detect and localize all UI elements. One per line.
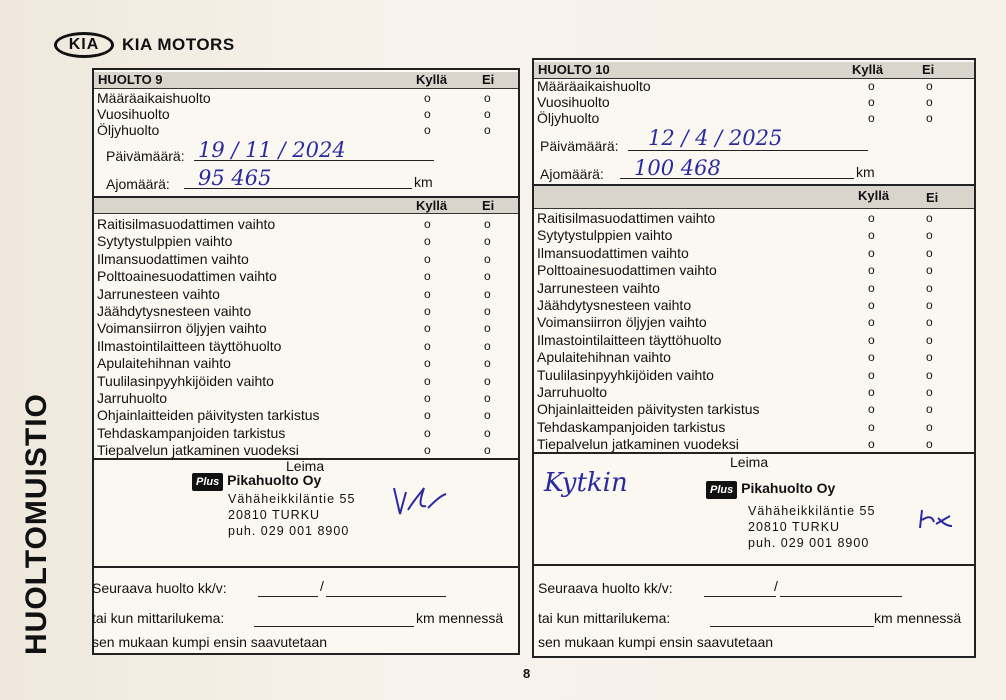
yes-circle[interactable]: o xyxy=(868,263,875,278)
yes-circle[interactable]: o xyxy=(424,321,431,336)
service-item-label: Jarrunesteen vaihto xyxy=(97,285,220,302)
no-circle[interactable]: o xyxy=(926,111,933,125)
yes-circle[interactable]: o xyxy=(868,332,875,347)
mileage-suffix: km mennessä xyxy=(874,610,962,626)
service-item-label: Tehdaskampanjoiden tarkistus xyxy=(537,418,726,435)
service-item-label: Polttoainesuodattimen vaihto xyxy=(97,268,277,285)
yes-circle[interactable]: o xyxy=(868,95,875,109)
yes-circle[interactable]: o xyxy=(868,79,875,93)
service-item-label: Ilmastointilaitteen täyttöhuolto xyxy=(537,331,722,348)
service-item-label: Apulaitehihnan vaihto xyxy=(97,355,231,372)
no-circle[interactable]: o xyxy=(484,217,491,231)
service-item-row xyxy=(534,227,974,244)
yes-circle[interactable]: o xyxy=(868,402,875,417)
side-title: HUOLTOMUISTIO xyxy=(20,393,53,655)
service-item-label: Voimansiirron öljyjen vaihto xyxy=(97,320,267,337)
km-label: Ajomäärä: xyxy=(540,166,604,182)
mileage-line xyxy=(254,626,414,627)
yes-circle[interactable]: o xyxy=(424,373,431,388)
next-service-label: Seuraava huolto kk/v: xyxy=(92,580,227,596)
yes-circle[interactable]: o xyxy=(424,425,431,440)
service-item-label: Tiepalvelun jatkaminen vuodeksi xyxy=(537,436,739,453)
top-item-row xyxy=(534,78,974,95)
service-item-row xyxy=(534,384,974,401)
no-circle[interactable]: o xyxy=(926,367,933,382)
service-item-row xyxy=(94,286,518,303)
no-circle[interactable]: o xyxy=(484,443,491,458)
date-handwritten: 19 / 11 / 2024 xyxy=(198,138,346,162)
no-circle[interactable]: o xyxy=(926,315,933,330)
service-item-label: Ilmastointilaitteen täyttöhuolto xyxy=(97,337,282,354)
no-circle[interactable]: o xyxy=(484,286,491,301)
no-circle[interactable]: o xyxy=(484,269,491,284)
service-item-row xyxy=(94,355,518,372)
no-header: Ei xyxy=(922,62,935,77)
service-item-label: Ohjainlaitteiden päivitysten tarkistus xyxy=(537,401,760,418)
company-address: Vähäheikkiläntie 55 xyxy=(228,492,356,506)
no-header: Ei xyxy=(482,72,495,87)
km-unit: km xyxy=(856,164,875,180)
top-item-label: Öljyhuolto xyxy=(537,110,600,126)
service-item-label: Tiepalvelun jatkaminen vuodeksi xyxy=(97,442,299,459)
service-item-row xyxy=(534,332,974,349)
no-circle[interactable]: o xyxy=(926,385,933,399)
company-address: Vähäheikkiläntie 55 xyxy=(748,504,876,518)
service-item-row xyxy=(94,442,518,459)
plus-logo: Plus xyxy=(192,473,223,491)
yes-circle[interactable]: o xyxy=(868,350,875,365)
yes-header: Kyllä xyxy=(858,188,890,203)
yes-circle[interactable]: o xyxy=(424,443,431,458)
top-item-label: Määräaikaishuolto xyxy=(97,90,211,106)
no-circle[interactable]: o xyxy=(484,408,491,423)
yes-header: Kyllä xyxy=(416,198,448,213)
yes-circle[interactable]: o xyxy=(424,123,431,137)
no-circle[interactable]: o xyxy=(484,338,491,353)
service-item-label: Raitisilmasuodattimen vaihto xyxy=(97,216,276,232)
service-item-row xyxy=(94,373,518,390)
yes-circle[interactable]: o xyxy=(424,91,431,105)
yes-circle[interactable]: o xyxy=(424,356,431,371)
no-circle[interactable]: o xyxy=(926,437,933,452)
no-circle[interactable]: o xyxy=(484,373,491,388)
kia-brand-text: KIA MOTORS xyxy=(122,35,235,54)
stamp-label: Leima xyxy=(730,454,769,470)
yes-header: Kyllä xyxy=(416,72,448,87)
service-item-row xyxy=(534,314,974,331)
km-handwritten: 100 468 xyxy=(634,156,721,180)
no-circle[interactable]: o xyxy=(484,321,491,336)
divider xyxy=(534,564,974,566)
yes-circle[interactable]: o xyxy=(868,245,875,260)
service-item-row xyxy=(534,419,974,436)
company-postal: 20810 TURKU xyxy=(748,520,841,534)
whichever-text: sen mukaan kumpi ensin saavutetaan xyxy=(92,634,328,650)
service-item-row xyxy=(94,251,518,268)
top-item-row xyxy=(94,90,518,107)
no-circle[interactable]: o xyxy=(926,280,933,295)
mileage-line xyxy=(710,626,874,627)
next-line-a xyxy=(258,596,318,597)
yes-circle[interactable]: o xyxy=(424,391,431,405)
company-stamp xyxy=(192,472,321,491)
top-item-row xyxy=(94,106,518,123)
mileage-suffix: km mennessä xyxy=(416,610,504,626)
service-item-label: Tuulilasinpyyhkijöiden vaihto xyxy=(537,366,714,383)
top-item-label: Vuosihuolto xyxy=(97,106,170,122)
service-item-label: Jäähdytysnesteen vaihto xyxy=(97,303,252,319)
service-item-row xyxy=(94,338,518,355)
no-circle[interactable]: o xyxy=(484,425,491,440)
service-item-label: Raitisilmasuodattimen vaihto xyxy=(537,210,716,226)
service-item-row xyxy=(534,401,974,418)
no-circle[interactable]: o xyxy=(484,107,491,121)
no-circle[interactable]: o xyxy=(926,211,933,225)
service-item-row xyxy=(534,262,974,279)
service-item-label: Voimansiirron öljyjen vaihto xyxy=(537,314,707,331)
divider xyxy=(94,566,518,568)
top-item-row xyxy=(534,94,974,111)
yes-circle[interactable]: o xyxy=(868,280,875,295)
no-circle[interactable]: o xyxy=(484,304,491,318)
no-circle[interactable]: o xyxy=(926,402,933,417)
page-number: 8 xyxy=(523,666,531,681)
next-line-b xyxy=(780,596,902,597)
slash: / xyxy=(774,578,778,594)
top-item-label: Määräaikaishuolto xyxy=(537,78,651,94)
panel-header xyxy=(534,62,974,79)
yes-circle[interactable]: o xyxy=(868,315,875,330)
company-phone: puh. 029 001 8900 xyxy=(748,536,870,550)
company-name: Pikahuolto Oy xyxy=(227,472,322,488)
signature xyxy=(390,480,450,520)
service-item-label: Tehdaskampanjoiden tarkistus xyxy=(97,424,286,441)
service-item-row xyxy=(94,390,518,407)
no-circle[interactable]: o xyxy=(926,228,933,243)
service-item-row xyxy=(534,436,974,453)
service-item-row xyxy=(534,297,974,314)
service-panel-9 xyxy=(92,68,520,655)
no-circle[interactable]: o xyxy=(484,123,491,137)
no-circle[interactable]: o xyxy=(926,245,933,260)
km-label: Ajomäärä: xyxy=(106,176,170,192)
mileage-label: tai kun mittarilukema: xyxy=(92,610,225,626)
service-item-row xyxy=(534,245,974,262)
yes-header: Kyllä xyxy=(852,62,884,77)
service-item-row xyxy=(534,367,974,384)
next-line-a xyxy=(704,596,776,597)
date-label: Päivämäärä: xyxy=(106,148,185,164)
plus-logo: Plus xyxy=(706,481,737,499)
company-stamp xyxy=(706,480,835,499)
no-circle[interactable]: o xyxy=(484,91,491,105)
yes-circle[interactable]: o xyxy=(424,408,431,423)
service-item-label: Sytytystulppien vaihto xyxy=(97,233,233,250)
items-header xyxy=(94,198,518,214)
service-item-label: Jäähdytysnesteen vaihto xyxy=(537,297,692,313)
no-circle[interactable]: o xyxy=(484,391,491,405)
yes-circle[interactable]: o xyxy=(424,304,431,318)
kia-emblem: KIA xyxy=(54,32,114,58)
date-label: Päivämäärä: xyxy=(540,138,619,154)
service-item-row xyxy=(94,303,518,320)
service-item-label: Polttoainesuodattimen vaihto xyxy=(537,262,717,279)
top-item-row xyxy=(94,122,518,139)
km-unit: km xyxy=(414,174,433,190)
yes-circle[interactable]: o xyxy=(424,251,431,266)
no-circle[interactable]: o xyxy=(484,234,491,249)
no-circle[interactable]: o xyxy=(926,298,933,312)
service-item-row xyxy=(534,210,974,227)
service-item-label: Jarruhuolto xyxy=(537,384,608,400)
yes-circle[interactable]: o xyxy=(868,111,875,125)
service-item-label: Ohjainlaitteiden päivitysten tarkistus xyxy=(97,407,320,424)
slash: / xyxy=(320,578,324,594)
next-service-label: Seuraava huolto kk/v: xyxy=(538,580,673,596)
date-line xyxy=(628,150,868,151)
service-item-label: Ilmansuodattimen vaihto xyxy=(97,250,249,267)
km-handwritten: 95 465 xyxy=(198,166,272,190)
service-panel-10 xyxy=(532,58,976,658)
no-circle[interactable]: o xyxy=(926,419,933,434)
no-circle[interactable]: o xyxy=(926,332,933,347)
yes-circle[interactable]: o xyxy=(424,107,431,121)
top-item-label: Vuosihuolto xyxy=(537,94,610,110)
yes-circle[interactable]: o xyxy=(868,211,875,225)
no-circle[interactable]: o xyxy=(926,95,933,109)
panel-title: HUOLTO 9 xyxy=(98,72,163,87)
no-circle[interactable]: o xyxy=(484,356,491,371)
stamp-label: Leima xyxy=(286,458,325,474)
company-postal: 20810 TURKU xyxy=(228,508,321,522)
no-header: Ei xyxy=(926,190,939,205)
service-item-row xyxy=(534,349,974,366)
service-item-label: Ilmansuodattimen vaihto xyxy=(537,244,689,261)
yes-circle[interactable]: o xyxy=(868,419,875,434)
kia-logo xyxy=(54,32,235,58)
yes-circle[interactable]: o xyxy=(424,234,431,249)
no-circle[interactable]: o xyxy=(926,263,933,278)
no-circle[interactable]: o xyxy=(484,251,491,266)
service-item-label: Jarrunesteen vaihto xyxy=(537,279,660,296)
items-header xyxy=(534,186,974,209)
yes-circle[interactable]: o xyxy=(424,269,431,284)
yes-circle[interactable]: o xyxy=(868,228,875,243)
service-item-label: Tuulilasinpyyhkijöiden vaihto xyxy=(97,372,274,389)
yes-circle[interactable]: o xyxy=(868,385,875,399)
service-item-row xyxy=(534,280,974,297)
panel-title: HUOLTO 10 xyxy=(538,62,610,77)
top-item-label: Öljyhuolto xyxy=(97,122,160,138)
yes-circle[interactable]: o xyxy=(868,367,875,382)
signature xyxy=(916,506,956,532)
yes-circle[interactable]: o xyxy=(868,437,875,452)
no-circle[interactable]: o xyxy=(926,350,933,365)
yes-circle[interactable]: o xyxy=(868,298,875,312)
panel-header xyxy=(94,72,518,89)
company-phone: puh. 029 001 8900 xyxy=(228,524,350,538)
service-item-row xyxy=(94,320,518,337)
yes-circle[interactable]: o xyxy=(424,286,431,301)
next-line-b xyxy=(326,596,446,597)
service-item-row xyxy=(94,268,518,285)
service-item-row xyxy=(94,233,518,250)
handwritten-name: Kytkin xyxy=(544,468,628,498)
service-item-label: Apulaitehihnan vaihto xyxy=(537,349,671,366)
top-item-row xyxy=(534,110,974,127)
service-item-label: Sytytystulppien vaihto xyxy=(537,227,673,244)
service-item-row xyxy=(94,216,518,233)
service-item-row xyxy=(94,425,518,442)
no-header: Ei xyxy=(482,198,495,213)
mileage-label: tai kun mittarilukema: xyxy=(538,610,671,626)
yes-circle[interactable]: o xyxy=(424,217,431,231)
whichever-text: sen mukaan kumpi ensin saavutetaan xyxy=(538,634,774,650)
company-name: Pikahuolto Oy xyxy=(741,480,836,496)
yes-circle[interactable]: o xyxy=(424,338,431,353)
date-handwritten: 12 / 4 / 2025 xyxy=(648,126,783,150)
service-item-label: Jarruhuolto xyxy=(97,390,168,406)
no-circle[interactable]: o xyxy=(926,79,933,93)
service-item-row xyxy=(94,407,518,424)
